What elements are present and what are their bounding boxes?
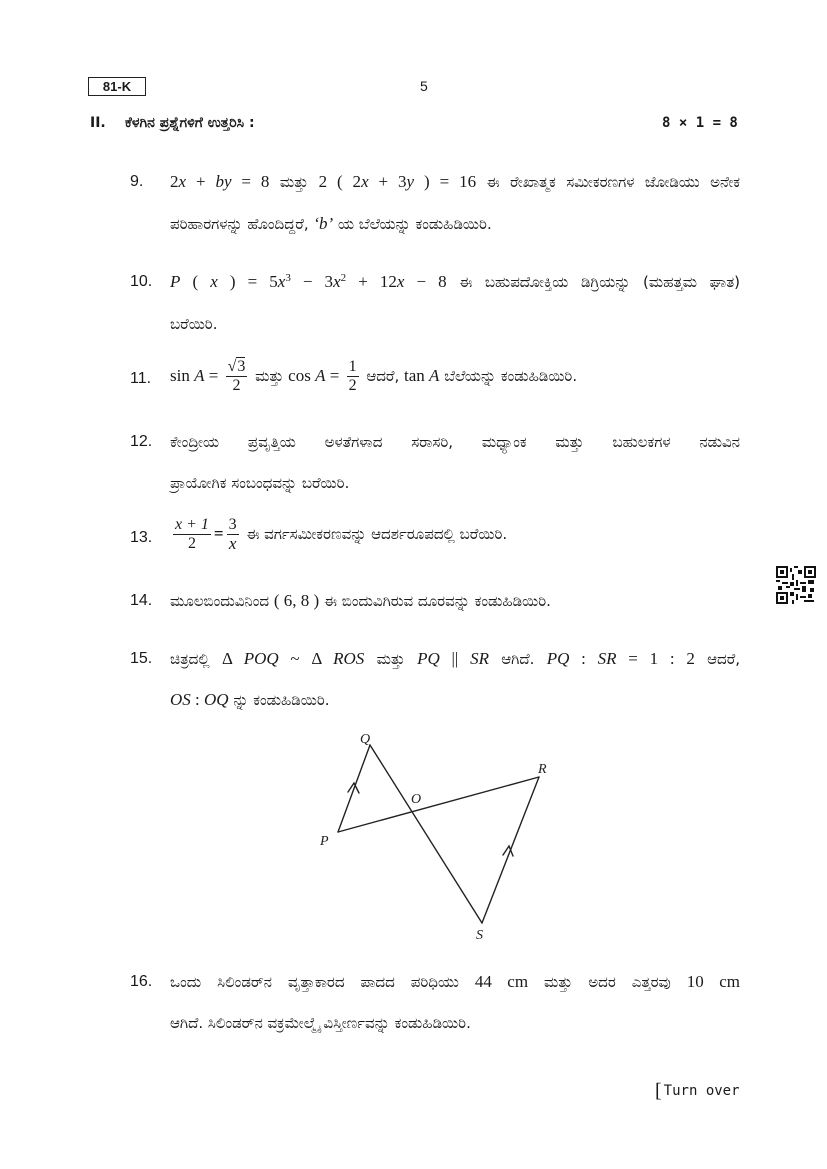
question-number: 12. — [130, 433, 153, 450]
fraction-1-over-2: $\frac{1}{2}$ — [348, 358, 357, 394]
question-16-line-1: ಒಂದು ಸಿಲಿಂಡರ್‌ನ ವೃತ್ತಾಕಾರದ ಪಾದದ ಪರಿಧಿಯು 44 cm ಮತ್ತು ಅದರ ಎತ್ತರವು 10 cm — [170, 972, 740, 991]
label-o: O — [411, 792, 422, 807]
triangle-figure — [310, 725, 560, 950]
section-number: II. — [90, 115, 106, 131]
fraction-3-over-x: $\frac{3}{x}$ — [228, 516, 237, 553]
question-9-line-1: 2x + by = 8 ಮತ್ತು 2 ( 2x + 3y ) = 16 ಈ ರೇಖಾತ್ಮಕ ಸಮೀಕರಣಗಳ ಜೋಡಿಯು ಅನೇಕ — [170, 172, 741, 191]
label-q: Q — [360, 732, 371, 747]
question-12-line-2: ಪ್ರಾಯೋಗಿಕ ಸಂಬಂಧವನ್ನು ಬರೆಯಿರಿ. — [170, 474, 350, 492]
segment-qs — [370, 745, 482, 923]
label-r: R — [538, 762, 547, 777]
paper-code: 81-K — [88, 77, 146, 96]
question-10-line-1: P ( x ) = $5x^3 - 3x^2 + 12x - 8$ ಈ ಬಹುಪದೋಕ್ತಿಯ ಡಿಗ್ರಿಯನ್ನು (ಮಹತ್ತಮ ಘಾತ) — [170, 272, 740, 291]
segment-pq — [338, 745, 370, 832]
question-16-line-2: ಆಗಿದೆ. ಸಿಲಿಂಡರ್‌ನ ವಕ್ರಮೇಲ್ಮೈ ವಿಸ್ತೀರ್ಣವನ್ನು ಕಂಡುಹಿಡಿಯಿರಿ. — [170, 1014, 471, 1032]
question-13-line: $\frac{x + 1}{2}$ = $\frac{3}{x}$ ಈ ವರ್ಗಸಮೀಕರಣವನ್ನು ಆದರ್ಶರೂಪದಲ್ಲಿ ಬರೆಯಿರಿ. — [175, 516, 508, 553]
question-9-line-2: ಪರಿಹಾರಗಳನ್ನು ಹೊಂದಿದ್ದರೆ, ‘b’ ಯ ಬೆಲೆಯನ್ನು ಕಂಡುಹಿಡಿಯಿರಿ. — [170, 214, 492, 233]
question-number: 11. — [130, 370, 152, 387]
question-number: 13. — [130, 529, 153, 546]
section-title: ಕೆಳಗಿನ ಪ್ರಶ್ನೆಗಳಿಗೆ ಉತ್ತರಿಸಿ : — [125, 115, 255, 131]
question-number: 14. — [130, 592, 153, 609]
section-marks: 8 × 1 = 8 — [662, 115, 738, 131]
question-14-line: ಮೂಲಬಿಂದುವಿನಿಂದ ( 6, 8 ) ಈ ಬಿಂದುವಿಗಿರುವ ದೂರವನ್ನು ಕಂಡುಹಿಡಿಯಿರಿ. — [170, 591, 551, 610]
fraction-root3-over-2: $\frac{√3}{2}$ — [227, 358, 246, 394]
label-s: S — [476, 928, 483, 943]
question-number: 9. — [130, 173, 144, 190]
question-number: 15. — [130, 650, 153, 667]
question-15-line-1: ಚಿತ್ರದಲ್ಲಿ Δ POQ ~ Δ ROS ಮತ್ತು PQ || SR ಆಗಿದೆ. PQ : SR = 1 : 2 ಆದರೆ, — [170, 649, 740, 668]
qr-code-icon — [776, 566, 816, 604]
question-11-line: sin A = $\frac{√3}{2}$ ಮತ್ತು cos A = $\frac{1}{2}$ ಆದರೆ, tan A ಬೆಲೆಯನ್ನು ಕಂಡುಹಿಡಿಯಿರಿ. — [170, 358, 578, 394]
question-15-line-2: OS : OQ ನ್ನು ಕಂಡುಹಿಡಿಯಿರಿ. — [170, 690, 330, 709]
fraction-x-plus-1-over-2: $\frac{x + 1}{2}$ — [175, 516, 209, 552]
question-number: 10. — [130, 273, 153, 290]
page-number: 5 — [420, 78, 428, 94]
question-10-line-2: ಬರೆಯಿರಿ. — [170, 315, 218, 333]
turn-over-note: [ Turn over — [655, 1080, 740, 1102]
question-number: 16. — [130, 973, 153, 990]
question-12-line-1: ಕೇಂದ್ರೀಯ ಪ್ರವೃತ್ತಿಯ ಅಳತೆಗಳಾದ ಸರಾಸರಿ, ಮಧ್ಯಾಂಕ ಮತ್ತು ಬಹುಲಕಗಳ ನಡುವಿನ — [170, 433, 740, 451]
label-p: P — [320, 834, 329, 849]
segment-pr — [338, 777, 539, 832]
